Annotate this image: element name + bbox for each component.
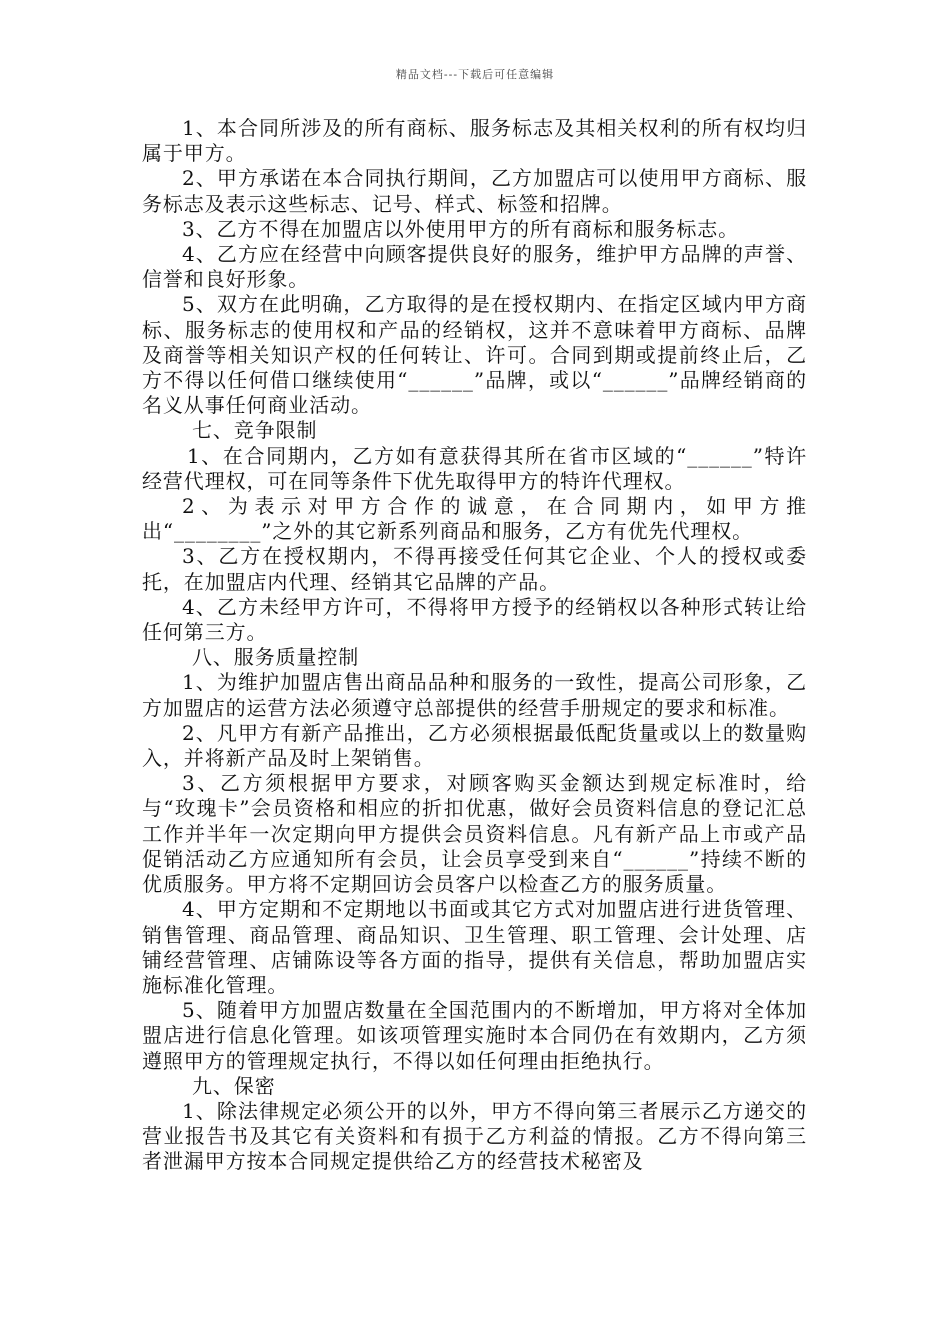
paragraph: 4、乙方未经甲方许可，不得将甲方授予的经销权以各种形式转让给任何第三方。 (142, 594, 807, 645)
paragraph: 1、为维护加盟店售出商品品种和服务的一致性，提高公司形象，乙方加盟店的运营方法必须遵守总部提供的经营手册规定的要求和标准。 (142, 670, 807, 720)
section-heading: 九、保密 (192, 1073, 276, 1098)
paragraph: 3、乙方须根据甲方要求，对顾客购买金额达到规定标准时，给与“玫瑰卡”会员资格和相应的折扣优惠，做好会员资料信息的登记汇总工作并半年一次定期向甲方提供会员资料信息。凡有新产品上市或产品促销活动乙方应通知所有会员，让会员享受到来自“______”持续不断的优质服务。甲方将不定期回访会员客户以检查乙方的服务质量。 (142, 771, 807, 897)
paragraph: 1、在合同期内，乙方如有意获得其所在省市区域的“______”特许经营代理权，可在同等条件下优先取得甲方的特许代理权。 (142, 443, 807, 493)
paragraph: 2、为表示对甲方合作的诚意，在合同期内，如甲方推出“________”之外的其它新系列商品和服务，乙方有优先代理权。 (142, 494, 807, 544)
paragraph: 2、凡甲方有新产品推出，乙方必须根据最低配货量或以上的数量购入，并将新产品及时上架销售。 (142, 720, 807, 771)
paragraph: 4、乙方应在经营中向顾客提供良好的服务，维护甲方品牌的声誉、信誉和良好形象。 (142, 242, 807, 292)
document-body (142, 116, 807, 1175)
paragraph: 4、甲方定期和不定期地以书面或其它方式对加盟店进行进货管理、销售管理、商品管理、商品知识、卫生管理、职工管理、会计处理、店铺经营管理、店铺陈设等各方面的指导，提供有关信息，帮助加盟店实施标准化管理。 (142, 897, 807, 997)
section-heading: 八、服务质量控制 (192, 645, 360, 670)
paragraph: 5、随着甲方加盟店数量在全国范围内的不断增加，甲方将对全体加盟店进行信息化管理。如该项管理实施时本合同仍在有效期内，乙方须遵照甲方的管理规定执行，不得以如任何理由拒绝执行。 (142, 998, 807, 1073)
paragraph: 1、除法律规定必须公开的以外，甲方不得向第三者展示乙方递交的营业报告书及其它有关资料和有损于乙方利益的情报。乙方不得向第三者泄漏甲方按本合同规定提供给乙方的经营技术秘密及 (142, 1098, 807, 1174)
paragraph: 3、乙方在授权期内，不得再接受任何其它企业、个人的授权或委托，在加盟店内代理、经销其它品牌的产品。 (142, 544, 807, 594)
page-header: 精品文档---下载后可任意编辑 (395, 68, 555, 81)
section-heading: 七、竞争限制 (192, 418, 318, 443)
paragraph: 3、乙方不得在加盟店以外使用甲方的所有商标和服务标志。 (182, 216, 740, 241)
paragraph: 1、本合同所涉及的所有商标、服务标志及其相关权利的所有权均归属于甲方。 (142, 116, 807, 166)
paragraph: 5、双方在此明确，乙方取得的是在授权期内、在指定区域内甲方商标、服务标志的使用权和产品的经销权，这并不意味着甲方商标、品牌及商誉等相关知识产权的任何转让、许可。合同到期或提前终止后，乙方不得以任何借口继续使用“______”品牌，或以“______”品牌经销商的名义从事任何商业活动。 (142, 292, 807, 418)
paragraph: 2、甲方承诺在本合同执行期间，乙方加盟店可以使用甲方商标、服务标志及表示这些标志、记号、样式、标签和招牌。 (142, 166, 807, 216)
